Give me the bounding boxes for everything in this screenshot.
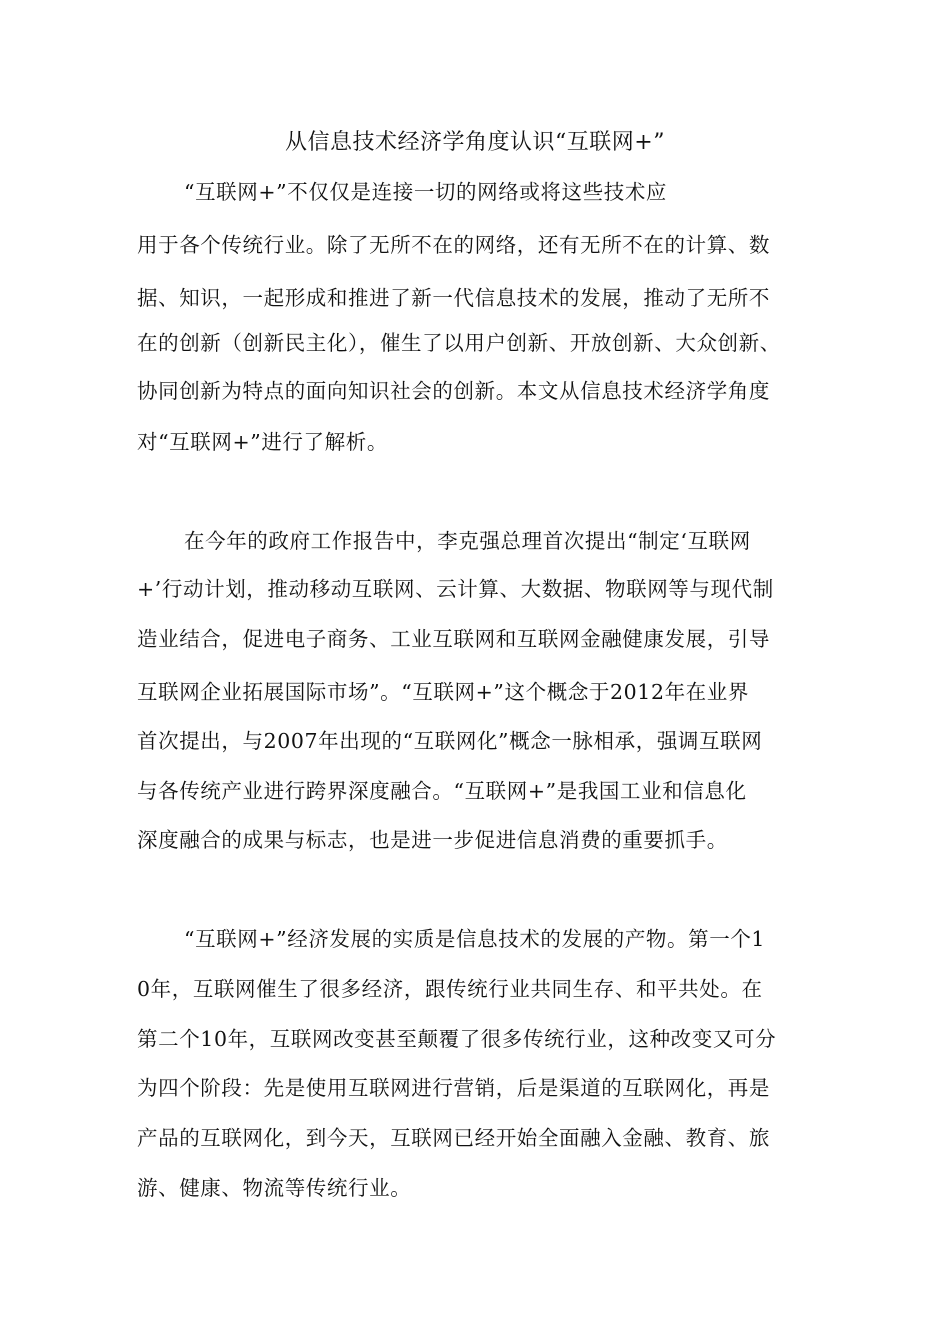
- paragraph-1-line-6: 对“互联网+”进行了解析。: [137, 430, 388, 454]
- paragraph-2-line-5: 首次提出，与2007年出现的“互联网化”概念一脉相承，强调互联网: [137, 729, 763, 753]
- paragraph-1-line-2: 用于各个传统行业。除了无所不在的网络，还有无所不在的计算、数: [137, 233, 770, 257]
- document-title: 从信息技术经济学角度认识“互联网+”: [285, 130, 665, 155]
- paragraph-2-line-4: 互联网企业拓展国际市场”。“互联网+”这个概念于2012年在业界: [137, 680, 749, 704]
- paragraph-3-line-5: 产品的互联网化，到今天，互联网已经开始全面融入金融、教育、旅: [137, 1126, 770, 1150]
- paragraph-3-line-3: 第二个10年，互联网改变甚至颠覆了很多传统行业，这种改变又可分: [137, 1027, 777, 1051]
- paragraph-2-line-2: +’行动计划，推动移动互联网、云计算、大数据、物联网等与现代制: [137, 577, 774, 601]
- paragraph-1-line-4: 在的创新（创新民主化），催生了以用户创新、开放创新、大众创新、: [137, 331, 781, 355]
- paragraph-2-line-6: 与各传统产业进行跨界深度融合。“互联网+”是我国工业和信息化: [137, 779, 747, 803]
- paragraph-1-line-5: 协同创新为特点的面向知识社会的创新。本文从信息技术经济学角度: [137, 379, 770, 403]
- paragraph-3-line-6: 游、健康、物流等传统行业。: [137, 1176, 412, 1200]
- paragraph-2-line-1: 在今年的政府工作报告中，李克强总理首次提出“制定‘互联网: [184, 529, 751, 553]
- paragraph-1-line-3: 据、知识，一起形成和推进了新一代信息技术的发展，推动了无所不: [137, 286, 770, 310]
- paragraph-2-line-7: 深度融合的成果与标志，也是进一步促进信息消费的重要抓手。: [137, 828, 728, 852]
- paragraph-3-line-1: “互联网+”经济发展的实质是信息技术的发展的产物。第一个1: [184, 927, 766, 951]
- paragraph-3-line-4: 为四个阶段：先是使用互联网进行营销，后是渠道的互联网化，再是: [137, 1076, 770, 1100]
- paragraph-1-line-1: “互联网+”不仅仅是连接一切的网络或将这些技术应: [184, 180, 668, 204]
- paragraph-3-line-2: 0年，互联网催生了很多经济，跟传统行业共同生存、和平共处。在: [137, 977, 763, 1001]
- paragraph-2-line-3: 造业结合，促进电子商务、工业互联网和互联网金融健康发展，引导: [137, 627, 770, 651]
